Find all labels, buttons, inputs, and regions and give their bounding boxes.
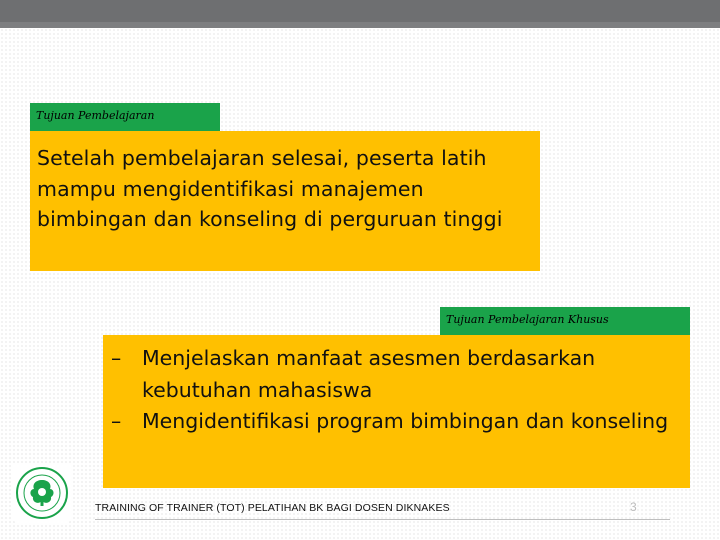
objective-label: Tujuan Pembelajaran xyxy=(30,103,220,131)
list-item xyxy=(111,406,690,438)
top-bar xyxy=(0,0,720,28)
list-item-text: Mengidentifikasi program bimbingan dan konseling xyxy=(142,409,669,433)
list-item xyxy=(111,343,690,406)
logo-svg xyxy=(12,463,72,523)
dash-icon: – xyxy=(111,346,122,370)
footer-text: TRAINING OF TRAINER (TOT) PELATIHAN BK BAGI DOSEN DIKNAKES xyxy=(95,502,450,514)
specific-objectives-box xyxy=(103,335,690,488)
objective-text: Setelah pembelajaran selesai, peserta latih mampu mengidentifikasi manajemen bimbingan dan konseling di perguruan tinggi xyxy=(37,146,503,231)
footer-divider xyxy=(95,519,670,520)
top-bar-accent xyxy=(0,22,720,28)
page-number: 3 xyxy=(630,500,637,514)
dash-icon: – xyxy=(111,409,122,433)
list-item-text: Menjelaskan manfaat asesmen berdasarkan kebutuhan mahasiswa xyxy=(142,346,596,402)
specific-objective-label: Tujuan Pembelajaran Khusus xyxy=(440,307,690,335)
objective-box xyxy=(30,131,540,271)
kemenkes-logo-icon xyxy=(12,463,72,523)
